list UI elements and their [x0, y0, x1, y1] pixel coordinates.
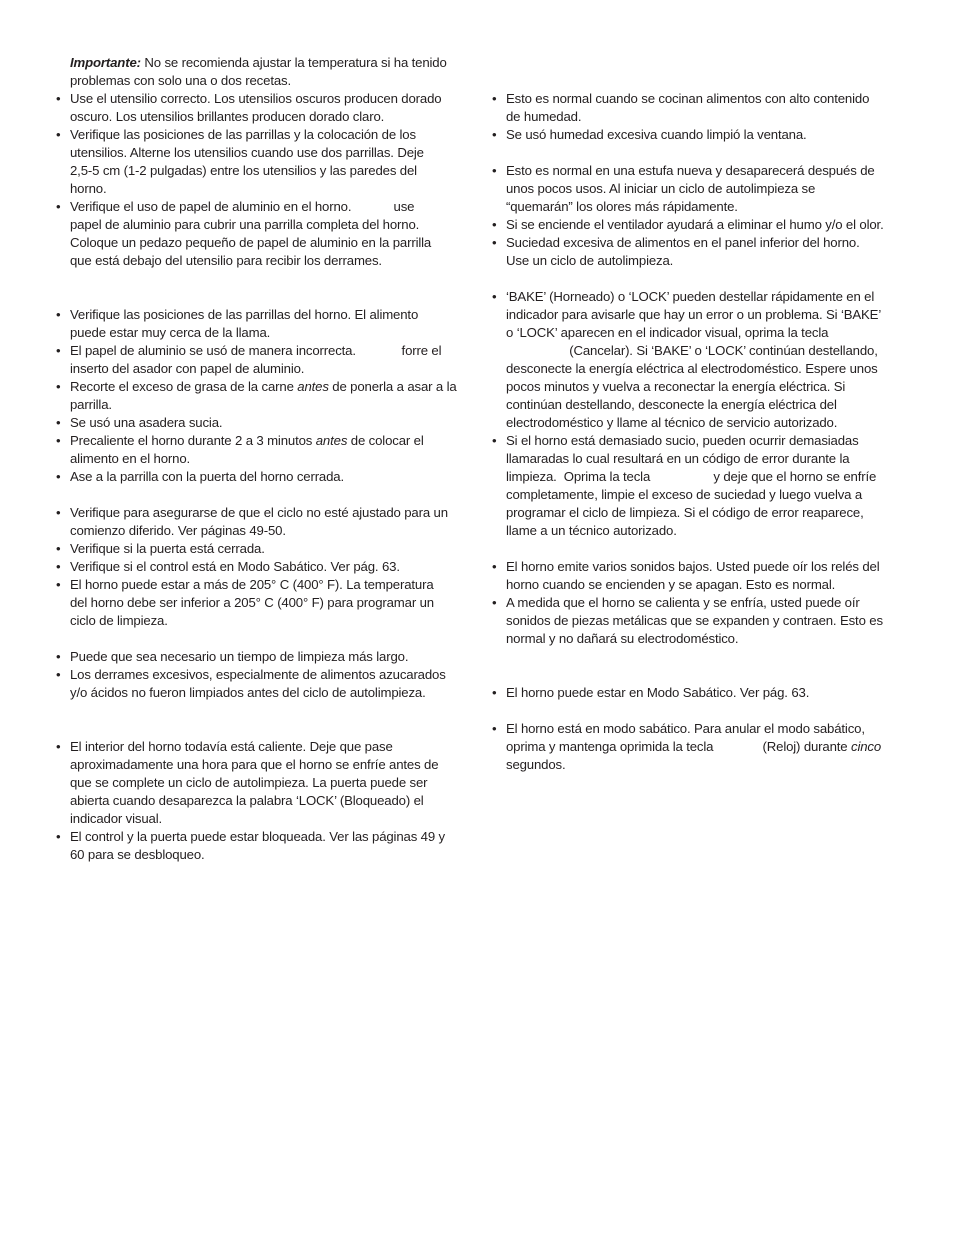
list-item-cont: Coloque un pedazo pequeño de papel de aluminio en la parrilla: [70, 235, 432, 250]
text-run: Recorte el exceso de grasa de la carne: [70, 379, 298, 394]
important-text: No se recomienda ajustar la temperatura si ha tenido: [140, 55, 447, 70]
list-item-cont: pocos minutos y vuelva a reconectar la energía eléctrica. Si: [506, 379, 846, 394]
list-item-cont: llame a un técnico autorizado.: [506, 523, 677, 538]
list-item: • Puede que sea necesario un tiempo de limpieza más largo.: [54, 648, 466, 666]
list-item: [54, 432, 466, 450]
list-item-cont: y/o ácidos no fueron limpiados antes del ciclo de autolimpieza.: [70, 685, 426, 700]
list-item-cont: de humedad.: [506, 109, 582, 124]
list-item: • Suciedad excesiva de alimentos en el panel inferior del horno.: [490, 234, 900, 252]
list-item-cont: o ‘LOCK’ aparecen en el indicador visual, oprima la tecla: [506, 325, 829, 340]
list-item-cont: del horno debe ser inferior a 205° C (400° F) para programar un: [70, 595, 434, 610]
text-run: de colocar el: [347, 433, 424, 448]
list-item: • Verifique para asegurarse de que el ciclo no esté ajustado para un: [54, 504, 466, 522]
list-item-cont: indicador visual.: [70, 811, 163, 826]
list-item-cont: abierta cuando desaparezca la palabra ‘LOCK’ (Bloqueado) el: [70, 793, 424, 808]
list-item-cont: papel de aluminio para cubrir una parrilla completa del horno.: [70, 217, 420, 232]
emphasis: antes: [297, 379, 329, 394]
list-item-cont: horno.: [70, 181, 107, 196]
list-item-cont: ciclo de limpieza.: [70, 613, 168, 628]
text-run: de ponerla a asar a la: [328, 379, 457, 394]
list-item: • A medida que el horno se calienta y se enfría, usted puede oír: [490, 594, 900, 612]
list-item: • Si se enciende el ventilador ayudará a eliminar el humo y/o el olor.: [490, 216, 900, 234]
list-item-cont: indicador para avisarle que hay un error o un problema. Si ‘BAKE’: [506, 307, 882, 322]
list-item: • Verifique las posiciones de las parrillas del horno. El alimento: [54, 306, 466, 324]
important-label: Importante:: [70, 55, 141, 70]
list-item-cont: sonidos de piezas metálicas que se expanden y contraen. Esto es: [506, 613, 883, 628]
list-item: • El horno emite varios sonidos bajos. Usted puede oír los relés del: [490, 558, 900, 576]
list-item: • Los derrames excesivos, especialmente de alimentos azucarados: [54, 666, 466, 684]
list-item-cont: 2,5-5 cm (1-2 pulgadas) entre los utensilios y las paredes del: [70, 163, 417, 178]
list-item: • Use el utensilio correcto. Los utensilios oscuros producen dorado: [54, 90, 466, 108]
list-item: • ‘BAKE’ (Horneado) o ‘LOCK’ pueden destellar rápidamente en el: [490, 288, 900, 306]
list-item-cont: (Cancelar). Si ‘BAKE’ o ‘LOCK’ continúan destellando,: [506, 343, 878, 358]
list-item: • El control y la puerta puede estar bloqueada. Ver las páginas 49 y: [54, 828, 466, 846]
list-item-cont: puede estar muy cerca de la llama.: [70, 325, 271, 340]
list-item-cont: parrilla.: [70, 397, 112, 412]
list-item: • Se usó una asadera sucia.: [54, 414, 466, 432]
list-item: • Ase a la parrilla con la puerta del horno cerrada.: [54, 468, 466, 486]
list-item-cont: [490, 738, 900, 756]
list-item-cont: programar el ciclo de limpieza. Si el código de error reaparece,: [506, 505, 864, 520]
list-item-cont: aproximadamente una hora para que el horno se enfríe antes de: [70, 757, 439, 772]
list-item-cont: “quemarán” los olores más rápidamente.: [506, 199, 738, 214]
list-item: • Se usó humedad excesiva cuando limpió la ventana.: [490, 126, 900, 144]
list-item: • El horno puede estar en Modo Sabático. Ver pág. 63.: [490, 684, 900, 702]
list-item-cont: utensilios. Alterne los utensilios cuando use dos parrillas. Deje: [70, 145, 424, 160]
list-item-cont: llamaradas lo cual resultará en un código de error durante la: [506, 451, 850, 466]
list-item-cont: 60 para se desbloqueo.: [70, 847, 205, 862]
emphasis: antes: [315, 433, 348, 448]
list-item-cont: que se complete un ciclo de autolimpieza. La puerta puede ser: [70, 775, 428, 790]
list-item-cont: desconecte la energía eléctrica al electrodoméstico. Espere unos: [506, 361, 878, 376]
list-item: • El horno puede estar a más de 205° C (400° F). La temperatura: [54, 576, 466, 594]
list-item: • Verifique si la puerta está cerrada.: [54, 540, 466, 558]
list-item: [54, 378, 466, 396]
list-item-cont: unos pocos usos. Al iniciar un ciclo de autolimpieza se: [506, 181, 816, 196]
list-item-cont: que está debajo del utensilio para recibir los derrames.: [70, 253, 382, 268]
list-item: • El horno está en modo sabático. Para anular el modo sabático,: [490, 720, 900, 738]
list-item-cont: electrodoméstico y llame al técnico de servicio autorizado.: [506, 415, 838, 430]
left-column: [54, 54, 466, 864]
important-note: [54, 54, 466, 72]
right-column: [490, 54, 900, 774]
list-item: • Esto es normal en una estufa nueva y desaparecerá después de: [490, 162, 900, 180]
list-item-cont: continúan destellando, desconecte la energía eléctrica del: [506, 397, 837, 412]
list-item-cont: normal y no dañará su electrodoméstico.: [506, 631, 739, 646]
list-item: • Verifique las posiciones de las parrillas y la colocación de los: [54, 126, 466, 144]
text-run: oprima y mantenga oprimida la tecla (Reloj) durante: [506, 739, 852, 754]
list-item-cont: alimento en el horno.: [70, 451, 191, 466]
list-item: • Si el horno está demasiado sucio, pueden ocurrir demasiadas: [490, 432, 900, 450]
list-item-cont: horno cuando se encienden y se apagan. Esto es normal.: [506, 577, 836, 592]
important-note-cont: problemas con solo una o dos recetas.: [70, 73, 291, 88]
list-item: • El papel de aluminio se usó de manera incorrecta. forre el: [54, 342, 466, 360]
list-item: • Verifique el uso de papel de aluminio en el horno. use: [54, 198, 466, 216]
text-run: Precaliente el horno durante 2 a 3 minutos: [70, 433, 316, 448]
list-item-cont: Use un ciclo de autolimpieza.: [506, 253, 674, 268]
emphasis: cinco: [851, 739, 882, 754]
list-item-cont: segundos.: [506, 757, 566, 772]
list-item: • Verifique si el control está en Modo Sabático. Ver pág. 63.: [54, 558, 466, 576]
list-item: • Esto es normal cuando se cocinan alimentos con alto contenido: [490, 90, 900, 108]
list-item-cont: completamente, limpie el exceso de suciedad y luego vuelva a: [506, 487, 863, 502]
list-item-cont: comienzo diferido. Ver páginas 49-50.: [70, 523, 286, 538]
list-item-cont: oscuro. Los utensilios brillantes producen dorado claro.: [70, 109, 385, 124]
list-item-cont: limpieza. Oprima la tecla y deje que el horno se enfríe: [506, 469, 877, 484]
list-item-cont: inserto del asador con papel de aluminio.: [70, 361, 305, 376]
list-item: • El interior del horno todavía está caliente. Deje que pase: [54, 738, 466, 756]
